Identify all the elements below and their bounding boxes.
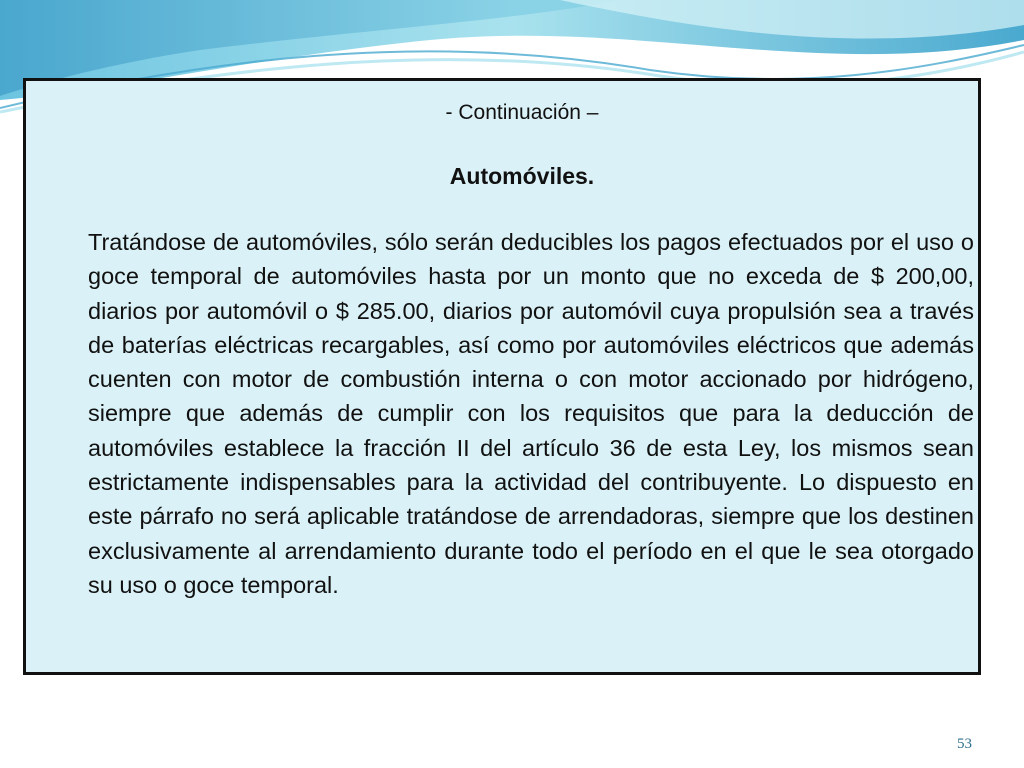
body-paragraph: Tratándose de automóviles, sólo serán deducibles los pagos efectuados por el uso o goce temporal de automóviles hasta por un monto que no exceda de $ 200,00, diarios por automóvil o $ 285.00, diarios por automóvil cuya propulsión sea a través de baterías eléctricas recargables, así como por automóviles eléctricos que además cuenten con motor de combustión interna o con motor accionado por hidrógeno, siempre que además de cumplir con los requisitos que para la deducción de automóviles establece la fracción II del artículo 36 de esta Ley, los mismos sean estrictamente indispensables para la actividad del contribuyente. Lo dispuesto en este párrafo no será aplicable tratándose de arrendadoras, siempre que los destinen exclusivamente al arrendamiento durante todo el período en el que le sea otorgado su uso o goce temporal.: [88, 229, 974, 598]
slide-title: Automóviles.: [449, 163, 595, 189]
content-box: [23, 78, 981, 675]
slide-subtitle: - Continuación –: [445, 101, 599, 124]
page-number: 53: [957, 736, 972, 752]
